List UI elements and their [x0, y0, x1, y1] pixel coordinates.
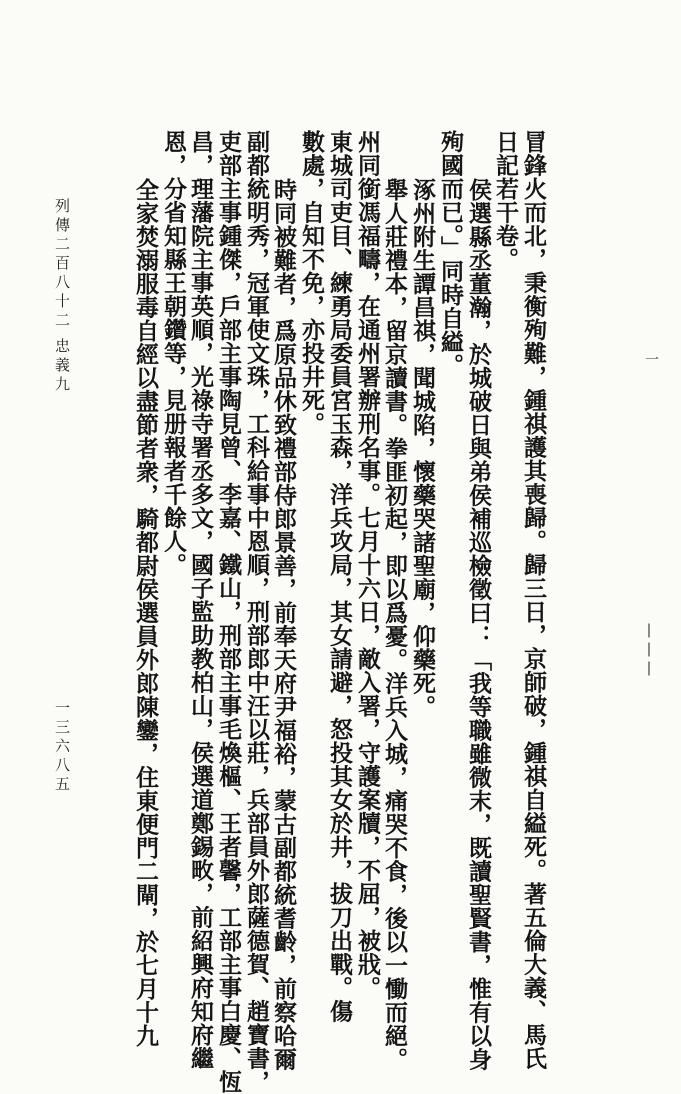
running-header-section: 忠義九 [53, 338, 71, 395]
page-number: 一三六八五 [53, 700, 71, 795]
text-column-10: 時同被難者，爲原品休致禮部侍郎景善，前奉天府尹福裕，蒙古副都統耆齡，前察哈爾 [270, 178, 297, 1071]
text-column-4: 殉國而已。」同時自縊。 [437, 130, 464, 377]
margin-mark: 一 [643, 352, 659, 369]
margin-mark: ||| [641, 622, 657, 679]
text-column-8: 東城司吏目、練勇局委員宮玉森，洋兵攻局，其女請避，怒投其女於井，拔刀出戰。傷 [326, 130, 353, 1023]
text-column-9: 數處，自知不免，亦投井死。 [298, 130, 325, 436]
text-column-5: 涿州附生譚昌祺，聞城陷，懷藥哭諸聖廟，仰藥死。 [409, 178, 436, 719]
text-column-7: 州同銜馮福疇，在通州署辦刑名事。七月十六日，敵入署，守護案牘，不屈，被戕。 [354, 130, 381, 1000]
text-column-14: 恩，分省知縣王朝鑽等，見册報者千餘人。 [160, 130, 187, 577]
text-column-13: 昌，理藩院主事英順，光祿寺署丞多文，國子監助教柏山，侯選道鄭錫畋，前紹興府知府繼 [187, 130, 214, 1070]
text-column-15: 全家焚溺服毒自經以盡節者衆，騎都尉侯選員外郎陳鑾，住東便門二閘，於七月十九 [132, 178, 159, 1048]
text-column-2: 日記若干卷。 [492, 130, 519, 271]
text-column-1: 冒鋒火而北，秉衡殉難，鍾祺護其喪歸。歸三日，京師破，鍾祺自縊死。著五倫大義、馬氏 [520, 130, 547, 1070]
running-header-volume: 列傳二百八十二 [53, 198, 71, 331]
text-column-6: 舉人莊禮本，留京讀書。拳匪初起，即以爲憂。洋兵入城，痛哭不食，後以一慟而絕。 [381, 178, 408, 1071]
text-column-3: 侯選縣丞董瀚，於城破日與弟侯補巡檢徵曰：「我等職雖微末，既讀聖賢書，惟有以身 [465, 178, 492, 1071]
text-column-11: 副都統明秀，冠軍使文珠，工科給事中恩順，刑部郎中汪以莊，兵部員外郎薩德賀、趙寶書， [243, 130, 270, 1094]
text-column-12: 吏部主事鍾傑，戶部主事陶見曾、李嘉、鐵山，刑部主事毛煥樞、王者馨，工部主事白慶、恆 [215, 130, 242, 1094]
